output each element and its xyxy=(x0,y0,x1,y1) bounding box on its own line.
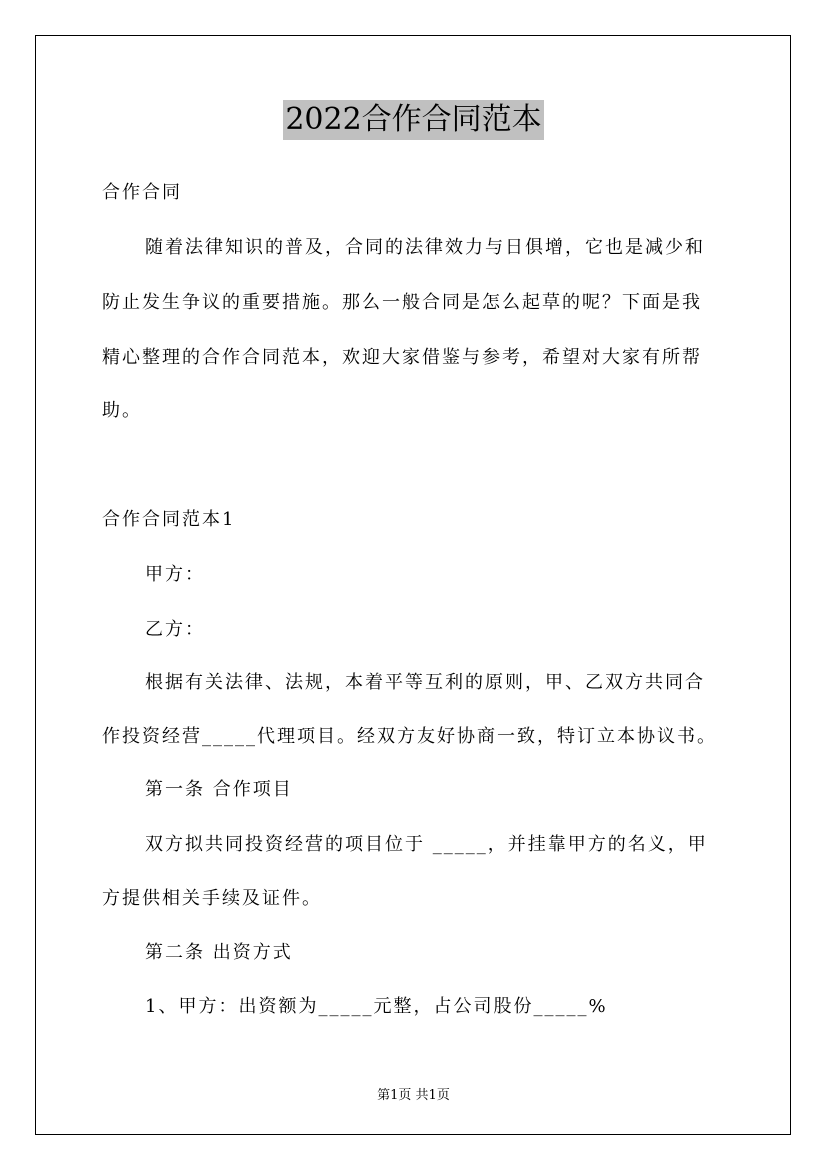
intro-line-1: 随着法律知识的普及，合同的法律效力与日俱增，它也是减少和 xyxy=(145,237,705,258)
article1-line-1: 双方拟共同投资经营的项目位于 _____，并挂靠甲方的名义，甲 xyxy=(145,834,708,855)
article1-line-2: 方提供相关手续及证件。 xyxy=(102,888,322,909)
intro-line-3: 精心整理的合作合同范本，欢迎大家借鉴与参考，希望对大家有所帮 xyxy=(102,347,702,368)
intro-line-4: 助。 xyxy=(102,400,142,421)
doc-heading: 合作合同 xyxy=(102,182,182,203)
party-b-label: 乙方： xyxy=(145,619,205,640)
article2-title: 第二条 出资方式 xyxy=(145,942,293,963)
article1-title: 第一条 合作项目 xyxy=(145,779,293,800)
document-title: 2022合作合同范本 xyxy=(283,100,543,140)
intro-line-2: 防止发生争议的重要措施。那么一般合同是怎么起草的呢？下面是我 xyxy=(102,292,702,313)
page-footer: 第1页 共1页 xyxy=(377,1088,450,1103)
preamble-line-1: 根据有关法律、法规，本着平等互利的原则，甲、乙双方共同合 xyxy=(145,672,705,693)
preamble-line-2: 作投资经营_____代理项目。经双方友好协商一致，特订立本协议书。 xyxy=(102,726,717,747)
article2-item-1: 1、甲方：出资额为_____元整，占公司股份_____% xyxy=(145,996,608,1017)
party-a-label: 甲方： xyxy=(145,564,205,585)
section-title: 合作合同范本1 xyxy=(102,509,236,530)
